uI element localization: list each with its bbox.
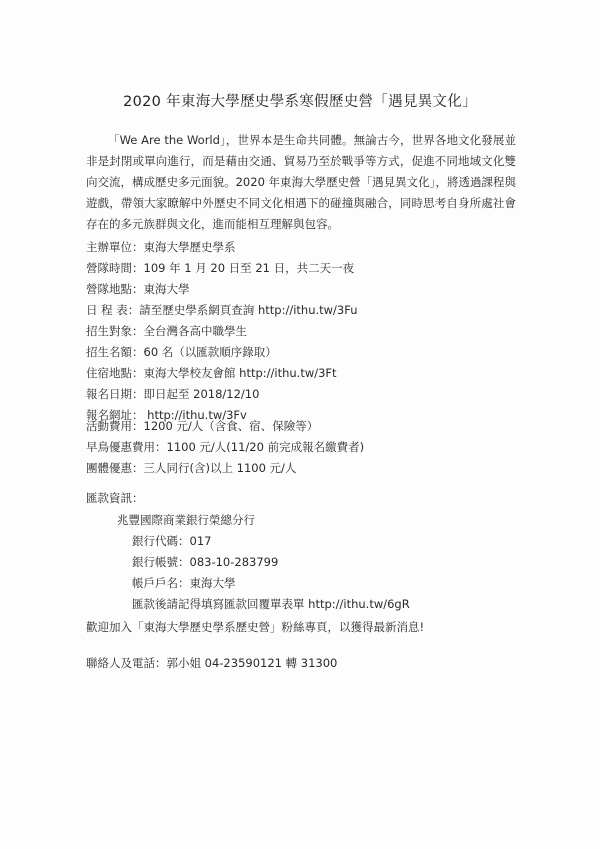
info-camp-time: 營隊時間：109 年 1 月 20 日至 21 日，共二天一夜 [86, 261, 355, 275]
fee-list [86, 416, 364, 479]
remittance-account-number: 銀行帳號：083-10-283799 [132, 555, 279, 569]
info-registration-url: 報名網址： http://ithu.tw/3Fv [86, 408, 247, 422]
remittance-bank: 兆豐國際商業銀行榮總分行 [117, 513, 255, 527]
fan-page-note: 歡迎加入「東海大學歷史學系歷史營」粉絲專頁，以獲得最新消息! [86, 620, 425, 634]
info-camp-location: 營隊地點：東海大學 [86, 282, 190, 296]
fee-group: 團體優惠：三人同行(含)以上 1100 元/人 [86, 461, 297, 475]
info-registration-date: 報名日期：即日起至 2018/12/10 [86, 387, 260, 401]
remittance-details [117, 510, 410, 615]
fee-standard: 活動費用：1200 元/人（含食、宿、保險等） [86, 419, 319, 433]
contact-info: 聯絡人及電話：郭小姐 04-23590121 轉 31300 [86, 656, 338, 670]
info-lodging: 住宿地點：東海大學校友會館 http://ithu.tw/3Ft [86, 366, 337, 380]
remittance-bank-code: 銀行代碼：017 [132, 534, 212, 548]
remittance-account-name: 帳戶戶名：東海大學 [132, 576, 236, 590]
fee-early-bird: 早鳥優惠費用：1100 元/人(11/20 前完成報名繳費者) [86, 440, 365, 454]
intro-paragraph: 「We Are the World」，世界本是生命共同體。無論古今，世界各地文化發展並非是封閉或單向進行，而是藉由交通、貿易乃至於戰爭等方式，促進不同地域文化雙向交流，構成歷史多元面貌。2020 年東海大學歷史營「遇見異文化」，將透過課程與遊戲，帶領大家瞭解中外歷史不同文化相遇下的碰撞與融合，同時思考自身所處社會存在的多元族群與文化，進而能相互理解與包容。 [86, 133, 516, 231]
info-schedule: 日 程 表：請至歷史學系網頁查詢 http://ithu.tw/3Fu [86, 303, 358, 317]
event-info-list [86, 237, 358, 426]
remittance-form-note: 匯款後請記得填寫匯款回覆單表單 http://ithu.tw/6gR [132, 597, 410, 611]
info-target: 招生對象：全台灣各高中職學生 [86, 324, 247, 338]
remittance-heading: 匯款資訊： [86, 491, 144, 505]
info-quota: 招生名額：60 名（以匯款順序錄取） [86, 345, 277, 359]
document-title: 2020 年東海大學歷史學系寒假歷史營「遇見異文化」 [123, 94, 477, 110]
info-organizer: 主辦單位：東海大學歷史學系 [86, 240, 236, 254]
